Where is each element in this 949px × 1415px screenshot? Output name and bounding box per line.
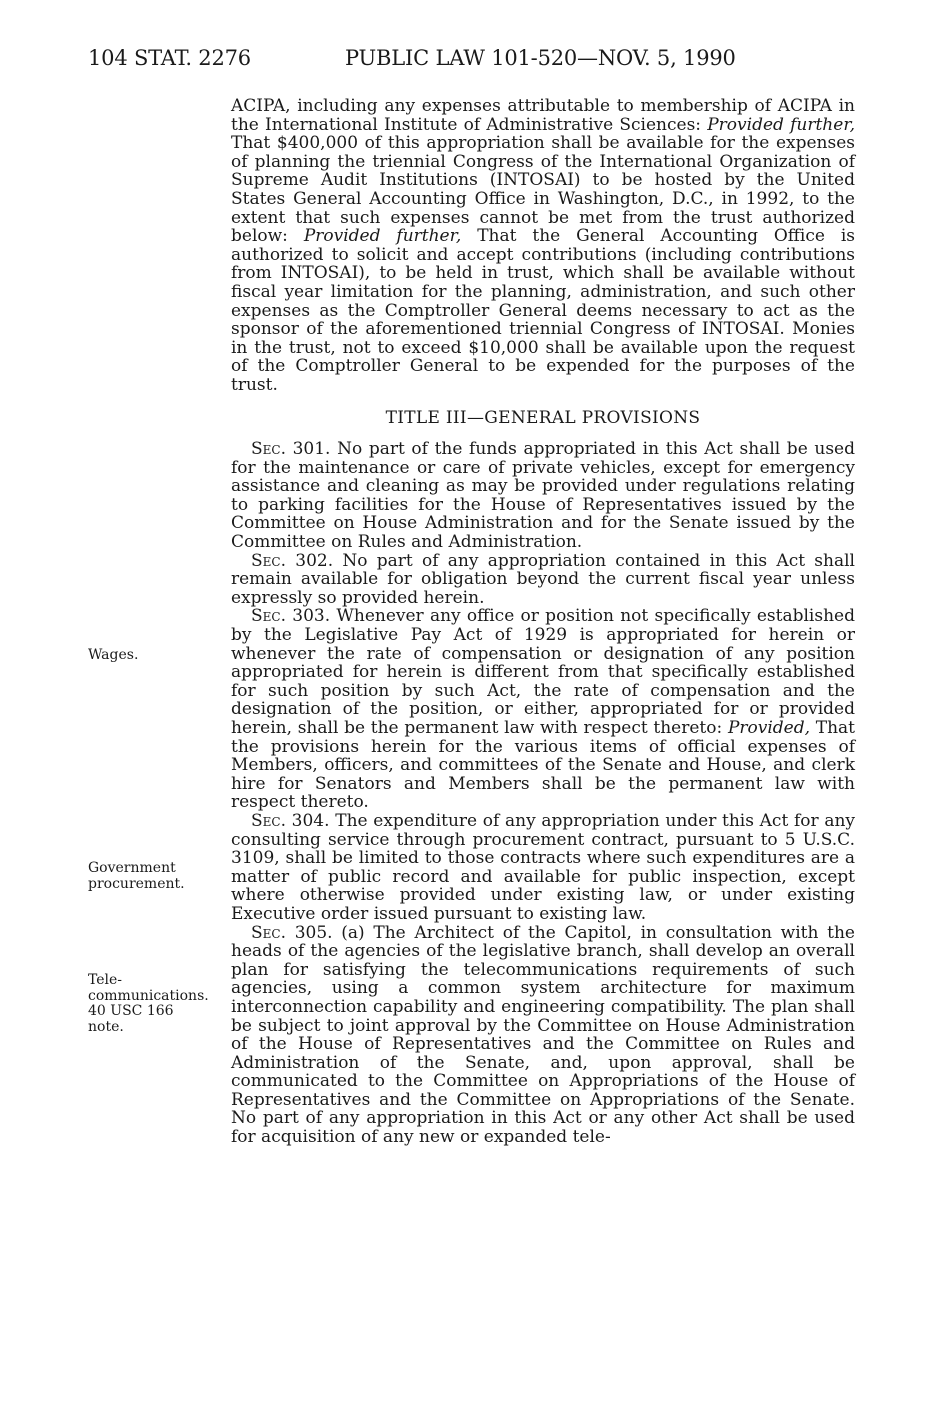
margin-note-wages-text: Wages. bbox=[88, 647, 139, 663]
section-302 bbox=[231, 552, 855, 608]
intro-part1: ACIPA, including any expenses attributable to membership of ACIPA in the International Institute of Administrative Sciences: bbox=[231, 96, 855, 135]
intro-part2: That $400,000 of this appropriation shall be available for the expenses of planning the triennial Congress of the International Organization of Supreme Audit Institutions (INTOSAI) to be hosted by the United States General Accounting Office in Washington, D.C., in 1992, to the extent that such expenses cannot be met from the trust authorized below: bbox=[231, 133, 855, 247]
section-302-text: No part of any appropriation contained in this Act shall remain available for obligation beyond the current fiscal year unless expressly so provided herein. bbox=[231, 550, 855, 608]
section-303-text1: Whenever any office or position not specifically established by the Legislative Pay Act of 1929 is appropriated for herein or whenever the rate of compensation or designation of any position appropriated for herein is different from that specifically established for such position by such Act, the rate of compensation and the designation of the position, or either, appropriated for or provided herein, shall be the permanent law with respect thereto: bbox=[231, 606, 855, 738]
margin-note-telecommunications bbox=[88, 973, 218, 1035]
section-301 bbox=[231, 440, 855, 552]
margin-note-gov-line1: Government bbox=[88, 860, 176, 876]
margin-note-wages bbox=[88, 648, 218, 664]
margin-note-tele-line4: note. bbox=[88, 1018, 124, 1035]
margin-note-gov-line2: procurement. bbox=[88, 875, 185, 892]
intro-paragraph bbox=[231, 97, 855, 395]
intro-part3: That the General Accounting Office is authorized to solicit and accept contributions (including contributions from INTOSAI), to be held in trust, which shall be available without fiscal year limitation for the planning, administration, and such other expenses as the Comptroller General deems necessary to act as the sponsor of the aforementioned triennial Congress of INTOSAI. Monies in the trust, not to exceed $10,000 shall be available upon the request of the Comptroller General to be expended for the purposes of the trust. bbox=[231, 226, 855, 395]
provided-further-1: Provided further, bbox=[707, 114, 855, 135]
section-304 bbox=[231, 812, 855, 924]
section-303-text2: That the provisions herein for the various items of official expenses of Members, officers, and committees of the Senate and House, and clerk hire for Senators and Members shall be the permanent law with respect thereto. bbox=[231, 718, 855, 813]
section-302-label: Sec. 302. bbox=[251, 550, 334, 571]
margin-note-government-procurement bbox=[88, 861, 218, 892]
section-305 bbox=[231, 924, 855, 1147]
section-301-label: Sec. 301. bbox=[251, 439, 331, 460]
section-303 bbox=[231, 607, 855, 812]
section-304-label: Sec. 304. bbox=[251, 810, 330, 831]
section-305-label: Sec. 305. bbox=[251, 922, 333, 943]
margin-note-tele-line1: Tele- bbox=[88, 972, 123, 988]
public-law-heading: PUBLIC LAW 101-520—NOV. 5, 1990 bbox=[345, 46, 736, 70]
main-text-column bbox=[231, 97, 855, 1147]
page-header bbox=[88, 46, 848, 80]
provided-further-2: Provided further, bbox=[303, 226, 462, 247]
section-304-text: The expenditure of any appropriation under this Act for any consulting service through procurement contract, pursuant to 5 U.S.C. 3109, shall be limited to those contracts where such expenditures are a matter of public record and available for public inspection, except where otherwise provided under existing law, or under existing Executive order issued pursuant to existing law. bbox=[231, 810, 856, 924]
section-301-text: No part of the funds appropriated in this Act shall be used for the maintenance or care of private vehicles, except for emergency assistance and cleaning as may be provided under regulations relating to parking facilities for the House of Representatives issued by the Committee on House Administration and for the Senate issued by the Committee on Rules and Administration. bbox=[231, 439, 855, 553]
section-303-provided: Provided, bbox=[727, 718, 811, 738]
title-heading: TITLE III—GENERAL PROVISIONS bbox=[385, 407, 701, 428]
margin-note-tele-line2: communications. bbox=[88, 987, 209, 1004]
margin-note-tele-line3: 40 USC 166 bbox=[88, 1003, 174, 1019]
section-305-text: (a) The Architect of the Capitol, in consultation with the heads of the agencies of the legislative branch, shall develop an overall plan for satisfying the telecommunications requirements of such agencies, using a common system architecture for maximum interconnection capability and engineering compatibility. The plan shall be subject to joint approval by the Committee on House Administration of the House of Representatives and the Committee on Rules and Administration of the Senate, and, upon approval, shall be communicated to the Committee on Appropriations of the House of Representatives and the Committee on Appropriations of the Senate. No part of any appropriation in this Act or any other Act shall be used for acquisition of any new or expanded tele- bbox=[231, 922, 855, 1148]
statute-page-number: 104 STAT. 2276 bbox=[88, 46, 251, 70]
section-303-label: Sec. 303. bbox=[251, 606, 331, 627]
